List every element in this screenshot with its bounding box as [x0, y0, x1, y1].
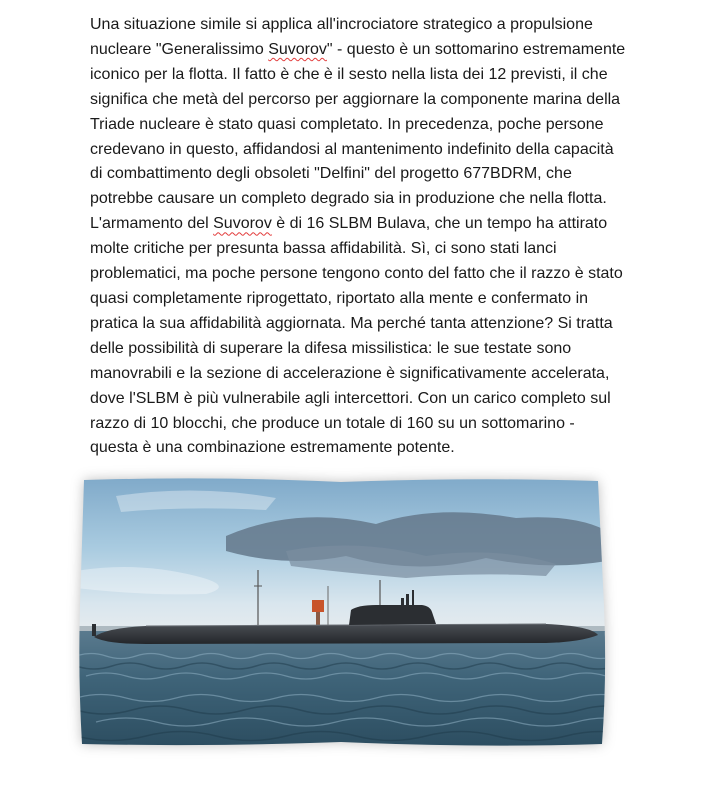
text-segment: razzo di 10 blocchi, che produce un totale di 160 su un sottomarino -: [90, 414, 575, 432]
text-segment: è di 16 SLBM Bulava, che un tempo ha attirato: [271, 215, 608, 233]
paragraph-line: [90, 237, 650, 262]
body-paragraph: [90, 13, 650, 461]
paragraph-line: [90, 138, 650, 163]
paragraph-line: [90, 13, 650, 38]
text-segment: manovrabili e la sezione di accelerazione è significativamente accelerata,: [90, 364, 610, 382]
text-segment: delle possibilità di superare la difesa missilistica: le sue testate sono: [90, 339, 572, 357]
paragraph-line: [90, 262, 650, 287]
paragraph-line: [90, 63, 650, 88]
text-segment: credevano in questo, affidandosi al mantenimento indefinito della capacità: [90, 140, 614, 158]
text-segment: Triade nucleare è stato quasi completato. In precedenza, poche persone: [90, 115, 604, 133]
text-segment: pratica la sua affidabilità aggiornata. Ma perché tanta attenzione? Si tratta: [90, 314, 613, 332]
text-segment: " - questo è un sottomarino estremamente: [326, 40, 626, 58]
paragraph-line: [90, 113, 650, 138]
paragraph-line: [90, 38, 650, 63]
paragraph-line: [90, 287, 650, 312]
text-segment: quasi completamente riprogettato, riportato alla mente e confermato in: [90, 289, 589, 307]
paragraph-line: [90, 88, 650, 113]
paragraph-line: [90, 362, 650, 387]
submarine-photo-frame: [76, 476, 607, 748]
text-segment: significa che metà del percorso per aggiornare la componente marina della: [90, 90, 621, 108]
text-segment: potrebbe causare un completo degrado sia in produzione che nella flotta.: [90, 190, 607, 208]
paragraph-line: [90, 312, 650, 337]
misspelled-word[interactable]: Suvorov: [268, 40, 327, 58]
text-segment: L'armamento del: [90, 215, 214, 233]
paragraph-line: [90, 412, 650, 437]
text-segment: dove l'SLBM è più vulnerabile agli intercettori. Con un carico completo sul: [90, 389, 611, 407]
text-segment: di combattimento degli obsoleti "Delfini" del progetto 677BDRM, che: [90, 165, 572, 183]
text-segment: molte critiche per presunta bassa affidabilità. Sì, ci sono stati lanci: [90, 240, 557, 258]
text-segment: iconico per la flotta. Il fatto è che è il sesto nella lista dei 12 previsti, il che: [90, 65, 608, 83]
paragraph-line: [90, 162, 650, 187]
paragraph-line: [90, 387, 650, 412]
submarine-photo: [76, 476, 607, 748]
paragraph-line: [90, 187, 650, 212]
text-segment: problematici, ma poche persone tengono conto del fatto che il razzo è stato: [90, 265, 623, 283]
paragraph-line: [90, 212, 650, 237]
text-segment: Una situazione simile si applica all'incrociatore strategico a propulsione: [90, 16, 593, 33]
text-segment: nucleare "Generalissimo: [90, 40, 269, 58]
paragraph-line: [90, 436, 650, 461]
text-segment: questa è una combinazione estremamente potente.: [90, 439, 455, 457]
misspelled-word[interactable]: Suvorov: [213, 215, 272, 233]
paragraph-line: [90, 337, 650, 362]
